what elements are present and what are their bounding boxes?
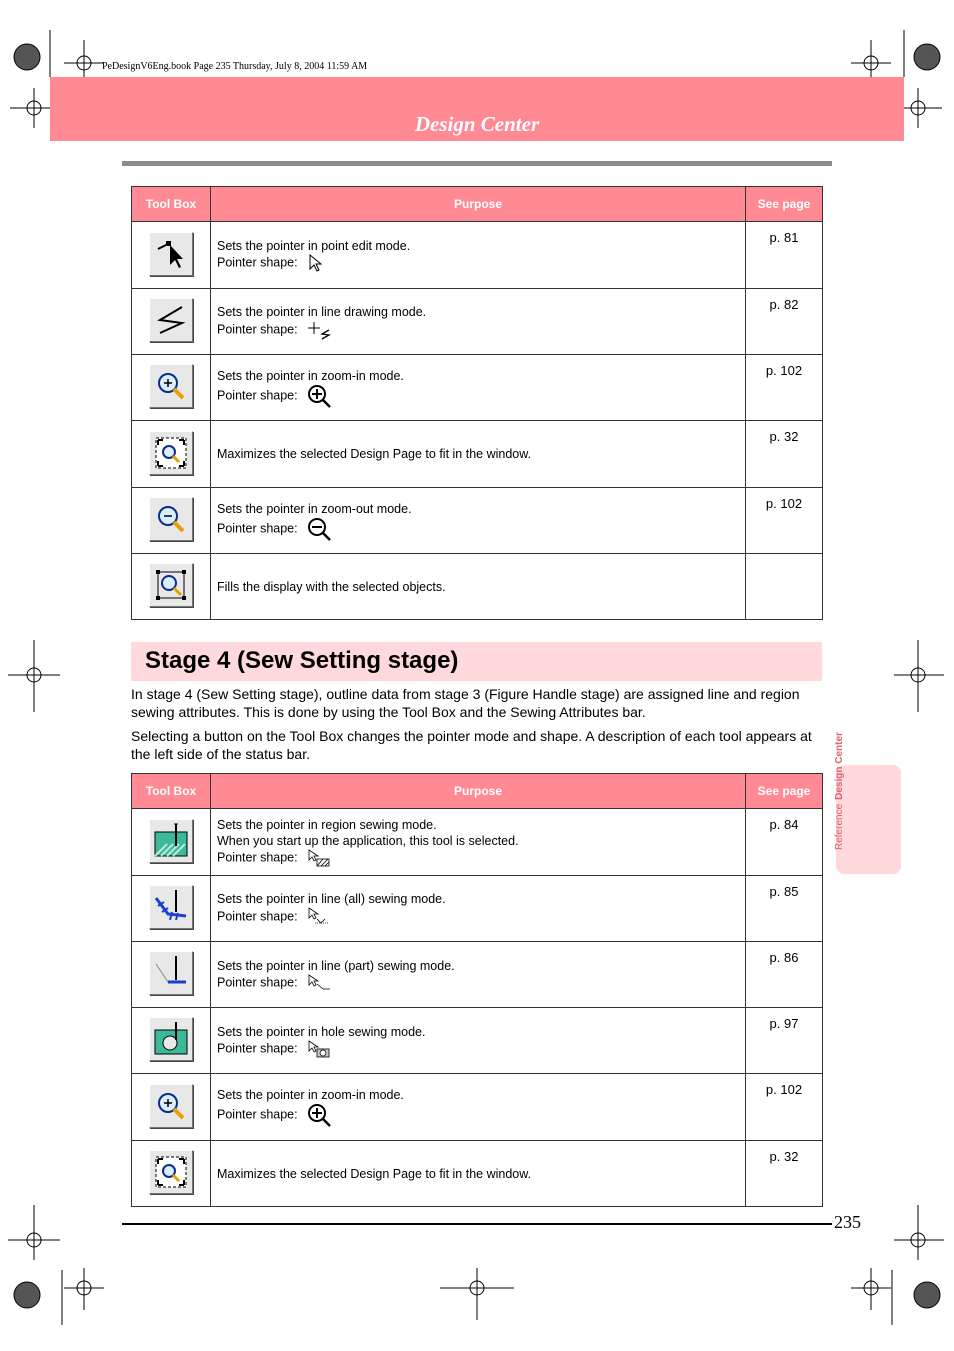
fit-selection-icon[interactable]: [149, 563, 193, 607]
row-text: Pointer shape:: [217, 321, 298, 336]
row-text: Sets the pointer in zoom-out mode.: [217, 501, 412, 516]
fit-page-icon[interactable]: [149, 1150, 193, 1194]
table-row: [132, 222, 823, 289]
see-page: p. 97: [746, 1008, 823, 1074]
col-see-page: See page: [746, 187, 823, 222]
table-row: [132, 876, 823, 942]
row-text: Sets the pointer in point edit mode.: [217, 239, 411, 253]
see-page: p. 102: [746, 488, 823, 554]
col-purpose: Purpose: [211, 774, 746, 809]
divider: [122, 161, 832, 166]
row-text: When you start up the application, this tool is selected.: [217, 834, 519, 848]
region-sewing-icon[interactable]: [149, 819, 193, 863]
row-text: Pointer shape:: [217, 908, 298, 923]
see-page: p. 82: [746, 289, 823, 355]
toolbox-table-1: [131, 186, 823, 620]
see-page: p. 102: [746, 1074, 823, 1141]
col-see-page: See page: [746, 774, 823, 809]
col-purpose: Purpose: [211, 187, 746, 222]
side-tab[interactable]: [836, 765, 901, 874]
row-text: Pointer shape:: [217, 1107, 298, 1122]
cross-zigzag-pointer-icon: [307, 320, 331, 340]
hole-sew-pointer-icon: [307, 1040, 331, 1058]
zoom-out-icon[interactable]: [149, 497, 193, 541]
row-text: Pointer shape:: [217, 974, 298, 989]
zoom-in-icon[interactable]: [149, 1084, 193, 1128]
paragraph: In stage 4 (Sew Setting stage), outline data from stage 3 (Figure Handle stage) are assigned line and region sewing attributes. This is done by using the Tool Box and the Sewing Attributes bar.: [131, 686, 800, 720]
row-text: Pointer shape:: [217, 520, 298, 535]
zoom-in-icon[interactable]: [149, 364, 193, 408]
footer-rule: [122, 1223, 832, 1225]
see-page: [746, 554, 823, 620]
line-part-sew-pointer-icon: [307, 974, 331, 992]
row-text: Pointer shape:: [217, 255, 298, 270]
point-edit-icon[interactable]: [149, 232, 193, 276]
row-text: Maximizes the selected Design Page to fit in the window.: [217, 1166, 532, 1181]
row-text: Sets the pointer in line (part) sewing mode.: [217, 958, 455, 973]
row-text: Sets the pointer in line (all) sewing mode.: [217, 891, 446, 906]
arrow-pointer-icon: [307, 254, 323, 272]
row-text: Pointer shape:: [217, 1040, 298, 1055]
table-row: [132, 1008, 823, 1074]
zoom-out-pointer-icon: [307, 517, 331, 541]
zoom-in-pointer-icon: [307, 1103, 331, 1127]
table-row: [132, 942, 823, 1008]
see-page: p. 84: [746, 809, 823, 876]
toolbox-table-2: [131, 773, 823, 1207]
see-page: p. 32: [746, 421, 823, 488]
hole-sewing-icon[interactable]: [149, 1017, 193, 1061]
see-page: p. 85: [746, 876, 823, 942]
see-page: p. 32: [746, 1141, 823, 1207]
fit-page-icon[interactable]: [149, 431, 193, 475]
line-all-sewing-icon[interactable]: [149, 885, 193, 929]
page-title: Design Center: [414, 112, 540, 136]
col-toolbox: Tool Box: [132, 187, 211, 222]
table-row: [132, 421, 823, 488]
table-row: [132, 1141, 823, 1207]
table-row: [132, 1074, 823, 1141]
file-info: PeDesignV6Eng.book Page 235 Thursday, July 8, 2004 11:59 AM: [102, 61, 368, 72]
paragraph: Selecting a button on the Tool Box changes the pointer mode and shape. A description of each tool appears at the left side of the status bar.: [131, 728, 812, 762]
see-page: p. 102: [746, 355, 823, 421]
zoom-in-pointer-icon: [307, 384, 331, 408]
side-tab-label: [834, 732, 845, 850]
side-tab-small: Reference: [834, 803, 845, 850]
side-tab-bold: Design Center: [834, 732, 845, 800]
row-text: Sets the pointer in hole sewing mode.: [217, 1024, 426, 1039]
row-text: Pointer shape:: [217, 850, 298, 865]
table-row: [132, 488, 823, 554]
row-text: Sets the pointer in region sewing mode.: [217, 818, 437, 832]
section-title: Stage 4 (Sew Setting stage): [145, 647, 459, 674]
row-text: Sets the pointer in line drawing mode.: [217, 304, 427, 319]
row-text: Maximizes the selected Design Page to fit in the window.: [217, 447, 532, 461]
row-text: Sets the pointer in zoom-in mode.: [217, 1088, 404, 1102]
see-page: p. 86: [746, 942, 823, 1008]
col-toolbox: Tool Box: [132, 774, 211, 809]
line-part-sewing-icon[interactable]: [149, 951, 193, 995]
region-sew-pointer-icon: [307, 849, 331, 867]
table-row: [132, 554, 823, 620]
line-drawing-icon[interactable]: [149, 298, 193, 342]
table-row: [132, 289, 823, 355]
row-text: Fills the display with the selected objects.: [217, 579, 446, 594]
see-page: p. 81: [746, 222, 823, 289]
row-text: Sets the pointer in zoom-in mode.: [217, 368, 404, 383]
table-row: [132, 809, 823, 876]
page-number: 235: [834, 1212, 861, 1232]
row-text: Pointer shape:: [217, 387, 298, 402]
line-all-sew-pointer-icon: [307, 907, 331, 927]
table-row: [132, 355, 823, 421]
